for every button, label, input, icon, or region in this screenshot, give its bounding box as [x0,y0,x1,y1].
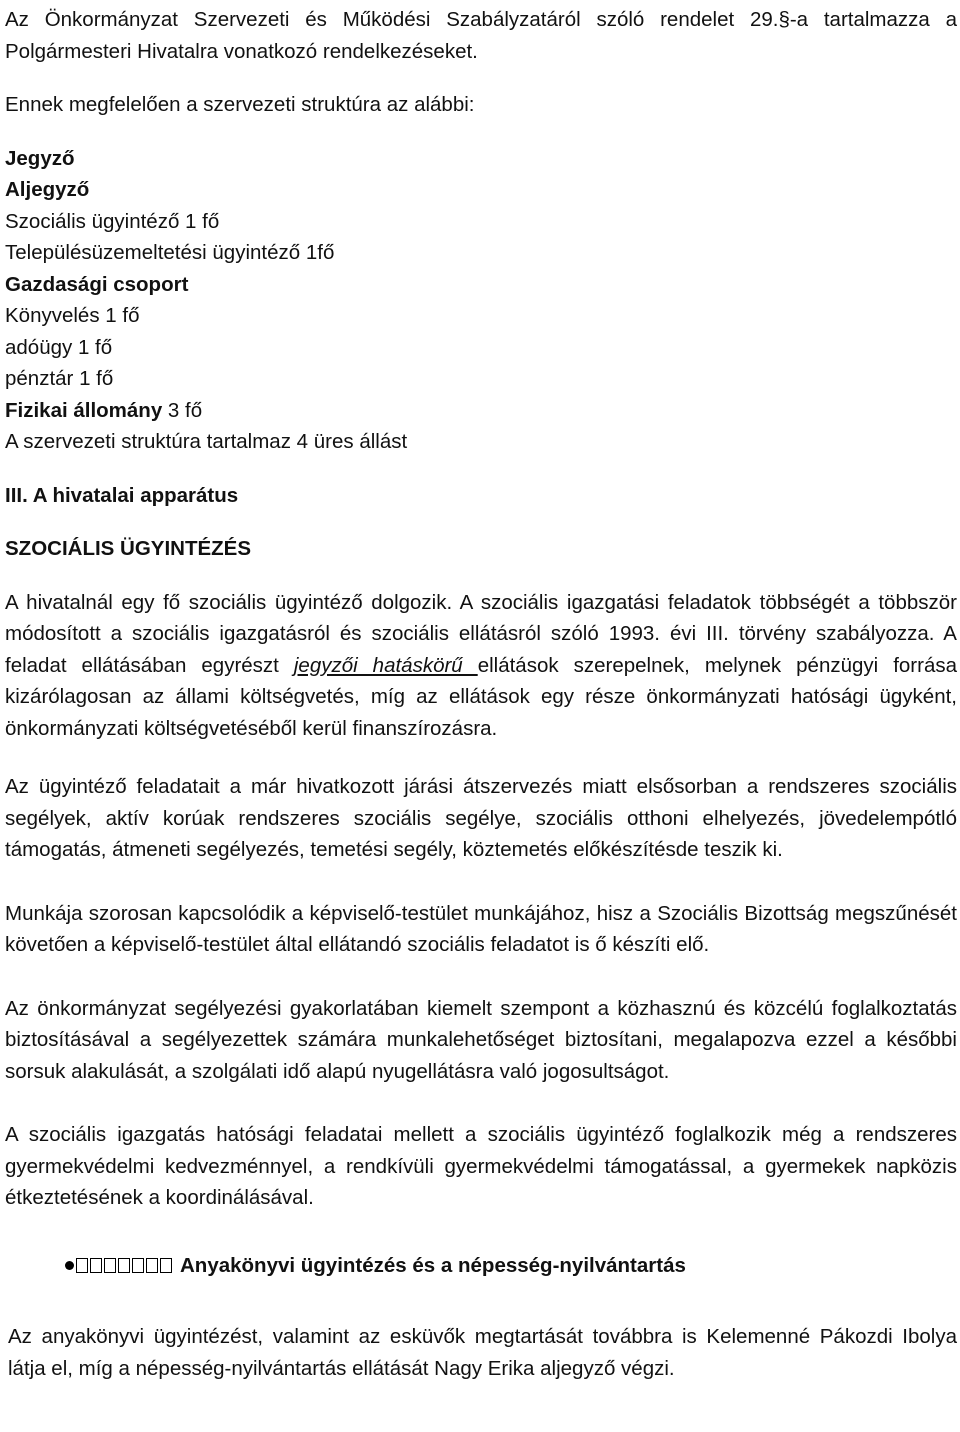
structure-adougy: adóügy 1 fő [5,335,113,359]
bullet-heading: Anyakönyvi ügyintézés és a népesség-nyilvántartás [180,1253,686,1277]
structure-fizikai [5,395,957,427]
intro-paragraph: Az Önkormányzat Szervezeti és Működési Szabályzatáról szóló rendelet 29.§-a tartalmazza a Polgármesteri Hivatalra vonatkozó rendelkezéseket. [5,8,957,63]
subsection-title: SZOCIÁLIS ÜGYINTÉZÉS [5,537,252,560]
structure-telepules: Településüzemeltetési ügyintéző 1fő [5,241,335,264]
structure-jegyzo: Jegyző [5,146,75,170]
bullet-heading-row [65,1250,957,1282]
paragraph-4: Az önkormányzat segélyezési gyakorlatában kiemelt szempont a közhasznú és közcélú foglalkoztatás biztosításával a segélyezettek számára munkalehetőséget biztosítani, megalapozva ezzel a későbbi sorsuk alakulását, a szolgálati idő alapú nyugellátásra való jogosultságot. [5,996,957,1083]
bullet-icon [65,1261,74,1270]
paragraph-1-underlined: jegyzői hatáskörű [293,653,478,677]
paragraph-1-part-a: A hivatalnál egy fő szociális ügyintéző dolgozik. A szociális igazgatási feladatok többségét a többször módosított a szociális igazgatásról és szociális ellátásról szóló 1993. évi III. törvény szabályozza. A feladat ellátásában egyrészt [5,590,957,677]
last-paragraph: Az anyakönyvi ügyintézést, valamint az esküvők megtartását továbbra is Kelemenné Pákozdi Ibolya látja el, míg a népesség-nyilvántartás ellátását Nagy Erika aljegyző végzi. [8,1325,957,1380]
paragraph-2: Az ügyintéző feladatait a már hivatkozott járási átszervezés miatt elsősorban a rendszeres szociális segélyek, aktív korúak rendszeres szociális segélye, szociális otthoni elhelyezés, jövedelempótló támogatás, átmeneti segélyezés, temetési segély, köztemetés előkészítésde teszik ki. [5,775,957,861]
structure-fizikai-count: 3 fő [162,398,203,422]
paragraph-5: A szociális igazgatás hatósági feladatai mellett a szociális ügyintéző foglalkozik még a rendszeres gyermekvédelmi kedvezménnyel, a rendkívüli gyermekvédelmi támogatással, a gyermekek napközis étkeztetésének a koordinálásával. [5,1123,957,1209]
missing-glyph-boxes-icon [76,1258,174,1273]
structure-gazdasagi: Gazdasági csoport [5,272,189,296]
structure-fizikai-label: Fizikai állomány [5,398,163,422]
paragraph-3: Munkája szorosan kapcsolódik a képviselő-testület munkájához, hisz a Szociális Bizottság megszűnését követően a képviselő-testület által ellátandó szociális feladatot is ő készíti elő. [5,901,957,956]
structure-penztar: pénztár 1 fő [5,367,114,390]
structure-szocialis: Szociális ügyintéző 1 fő [5,209,220,233]
paragraph-1-part-b: ellátások szerepelnek, melynek pénzügyi forrása kizárólagosan az állami költségvetés, míg az ellátások egy része önkormányzati hatósági ügyként, önkormányzati költségvetéséből kerül finanszírozásra. [5,653,958,740]
section-title: III. A hivatalai apparátus [5,483,239,507]
structure-list [5,143,957,458]
document-page [5,4,957,1384]
intro-structure-line: Ennek megfelelően a szervezeti struktúra az alábbi: [5,93,475,116]
structure-aljegyzo: Aljegyző [5,178,90,201]
structure-konyveles: Könyvelés 1 fő [5,304,140,327]
structure-ures: A szervezeti struktúra tartalmaz 4 üres állást [5,430,408,453]
paragraph-1 [5,587,957,745]
